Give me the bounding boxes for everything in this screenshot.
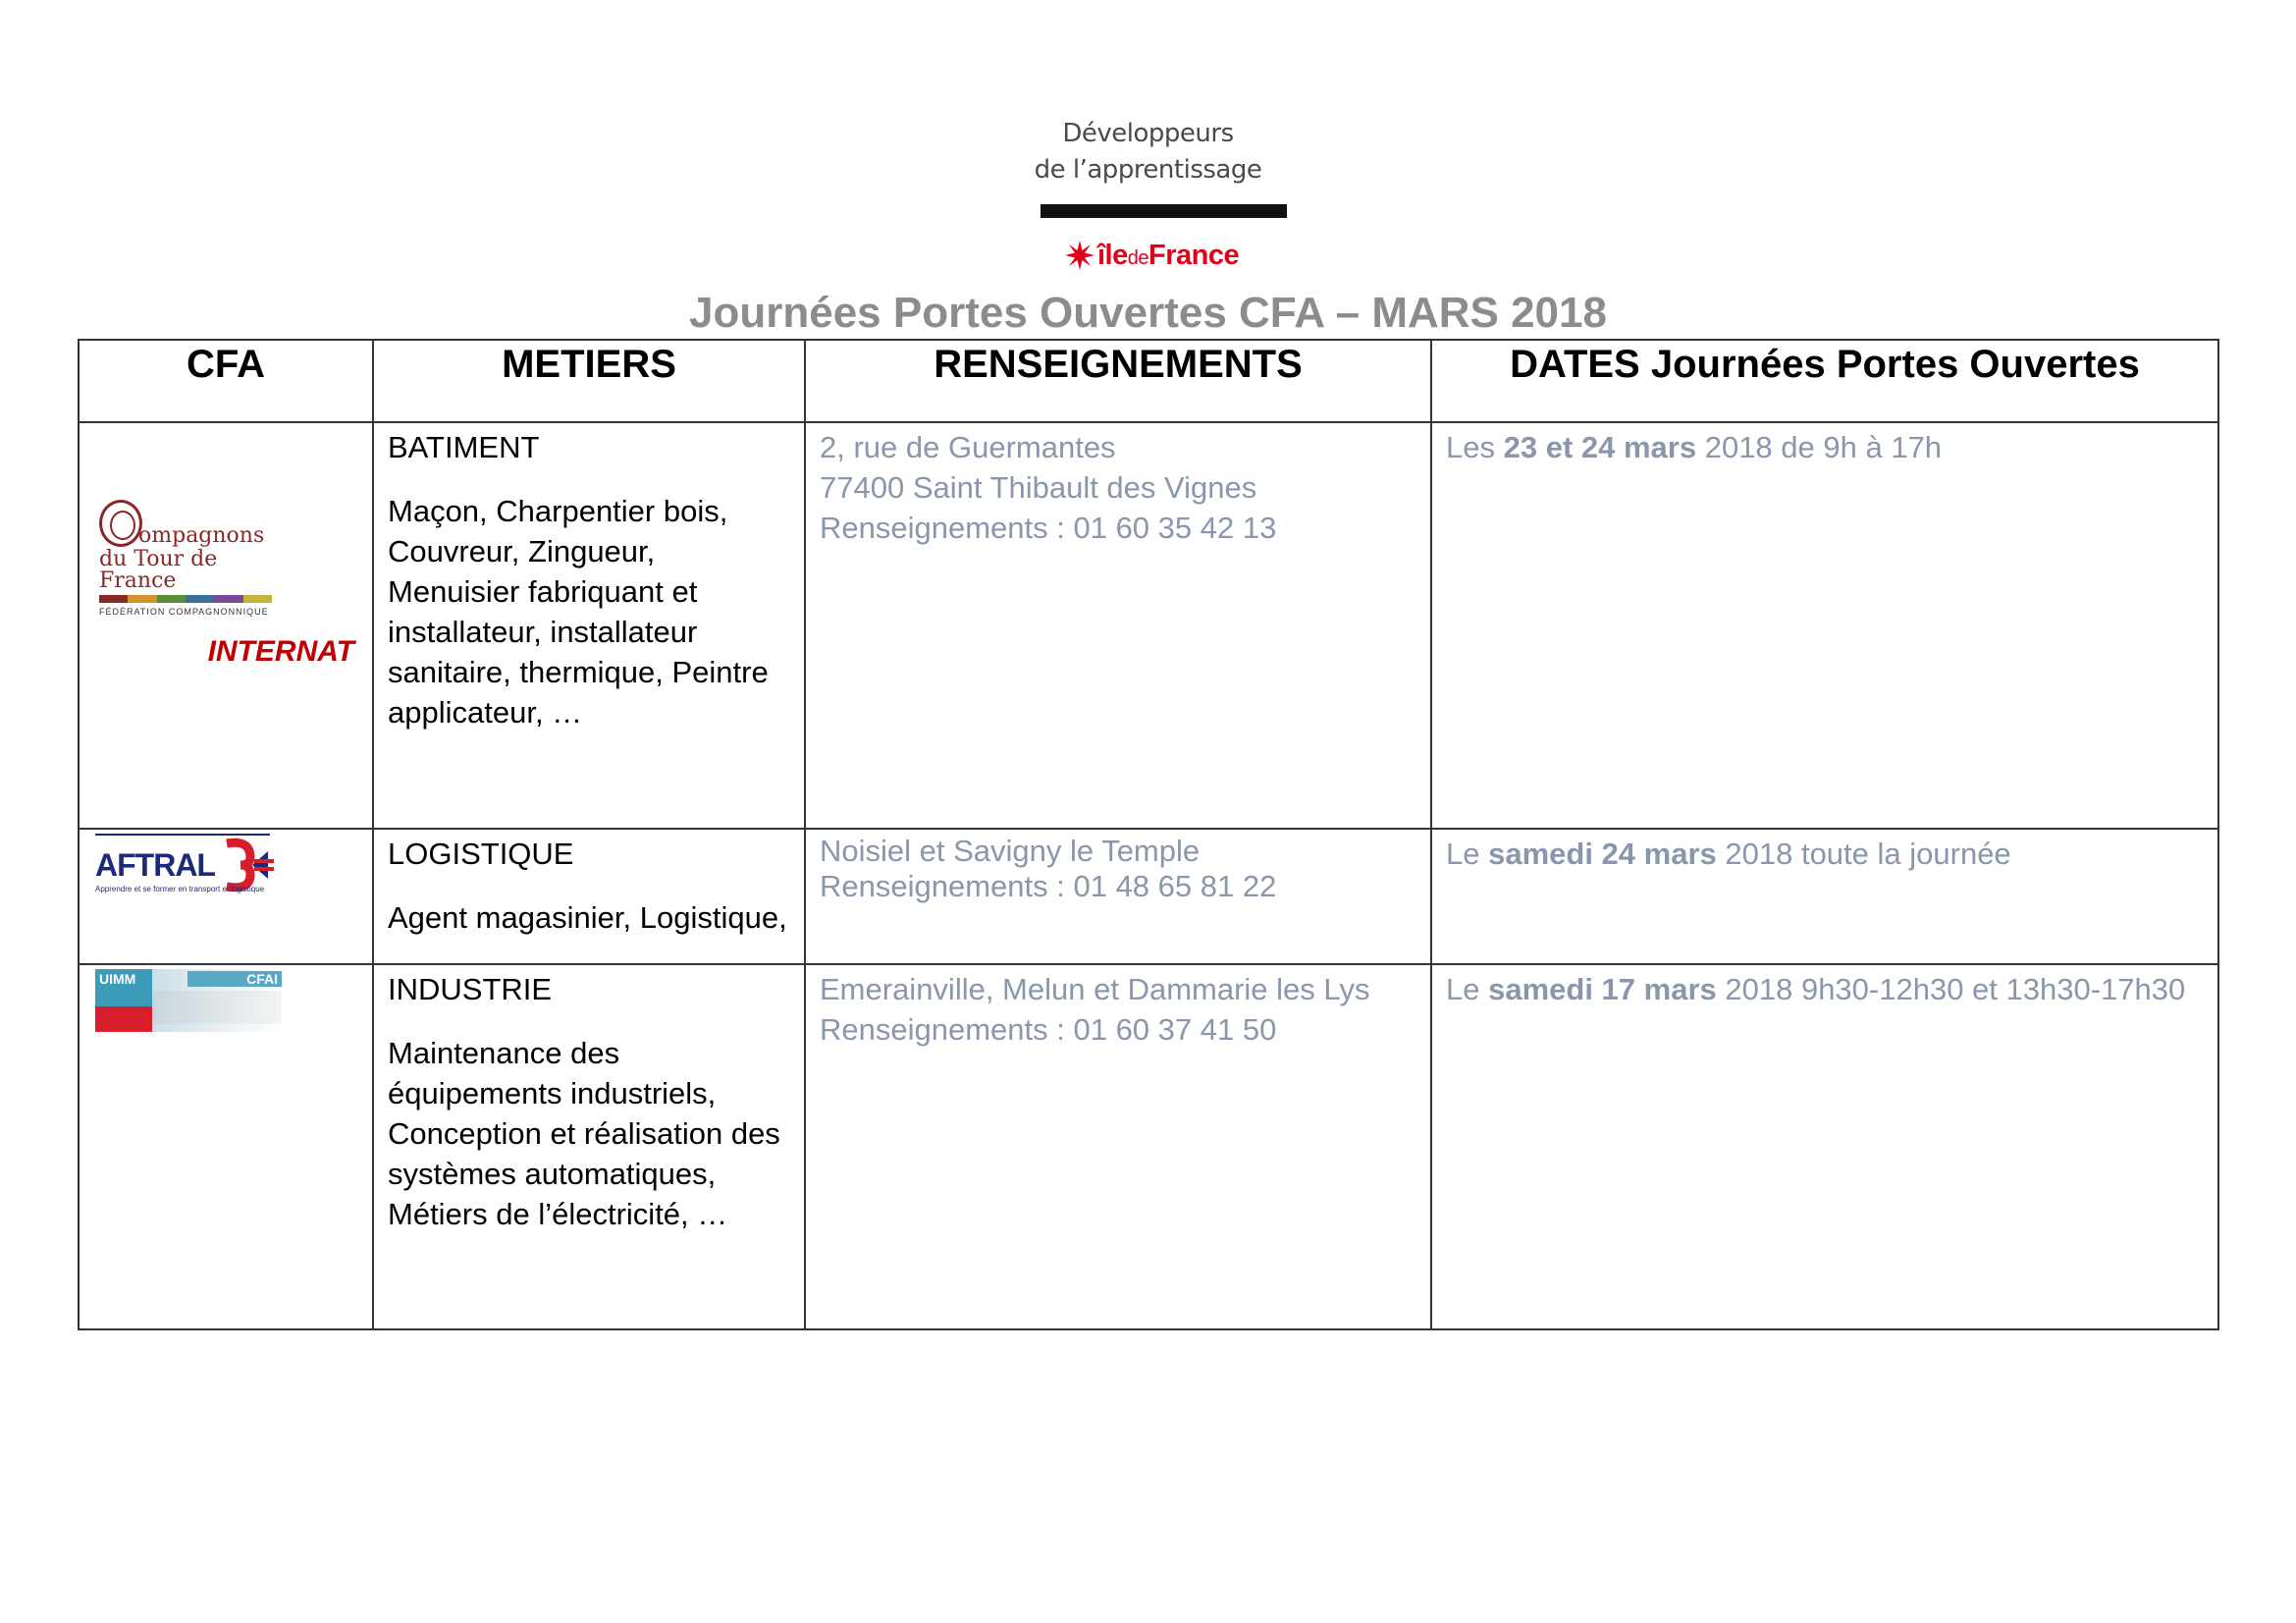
- table-row: [79, 964, 2218, 1329]
- compass-icon: [99, 500, 142, 547]
- info-line: Emerainville, Melun et Dammarie les Lys: [820, 972, 1370, 1006]
- date-suffix: 2018 toute la journée: [1716, 837, 2011, 871]
- info-line: Renseignements : 01 60 35 42 13: [820, 511, 1277, 545]
- metiers-cell: [373, 829, 805, 964]
- uimm-text: UIMM: [99, 971, 136, 987]
- date-prefix: Les: [1446, 430, 1504, 464]
- logo-de: de: [1127, 246, 1148, 269]
- ile-de-france-wordmark: [1097, 240, 1239, 272]
- info-line: Renseignements : 01 60 37 41 50: [820, 1012, 1277, 1047]
- logo-text-1: ompagnons: [138, 523, 265, 548]
- cfai-text: CFAI: [246, 971, 278, 987]
- aftral-tagline: Apprendre et se former en transport et logistique: [95, 885, 265, 893]
- date-highlight: samedi 17 mars: [1488, 972, 1717, 1006]
- cfa-cell: [79, 422, 373, 829]
- table-header-row: [79, 340, 2218, 422]
- date-suffix: 2018 de 9h à 17h: [1696, 430, 1943, 464]
- date-highlight: samedi 24 mars: [1488, 837, 1717, 871]
- header-dates: DATES Journées Portes Ouvertes: [1431, 340, 2218, 422]
- header-metiers: METIERS: [373, 340, 805, 422]
- date-suffix: 2018 9h30-12h30 et 13h30-17h30: [1716, 972, 2186, 1006]
- aftral-logo: [95, 834, 280, 896]
- info-line: Renseignements : 01 48 65 81 22: [820, 869, 1277, 903]
- logo-france: France: [1148, 239, 1240, 271]
- document-title: Journées Portes Ouvertes CFA – MARS 2018: [689, 289, 1607, 337]
- sector-title: INDUSTRIE: [388, 972, 553, 1006]
- brand-text: [0, 116, 2296, 189]
- cfa-cell: [79, 964, 373, 1329]
- date-prefix: Le: [1446, 972, 1489, 1006]
- dates-cell: [1431, 829, 2218, 964]
- table-row: [79, 829, 2218, 964]
- date-highlight: 23 et 24 mars: [1503, 430, 1697, 464]
- metiers-list: Agent magasinier, Logistique,: [388, 900, 787, 935]
- sector-title: BATIMENT: [388, 430, 540, 464]
- header-cfa: CFA: [79, 340, 373, 422]
- dates-cell: [1431, 964, 2218, 1329]
- info-cell: [805, 964, 1431, 1329]
- open-days-table: [78, 339, 2219, 1330]
- logo-subtitle: FÉDÉRATION COMPAGNONNIQUE: [99, 607, 269, 617]
- brand-line-2: de l’apprentissage: [1034, 155, 1262, 185]
- ile-de-france-logo: [1064, 236, 1239, 275]
- sector-title: LOGISTIQUE: [388, 837, 574, 871]
- star-icon: [1064, 240, 1095, 271]
- internat-label: INTERNAT: [207, 635, 354, 668]
- info-line: 2, rue de Guermantes: [820, 430, 1116, 464]
- metiers-list: Maçon, Charpentier bois, Couvreur, Zingueur, Menuisier fabriquant et installateur, installateur sanitaire, thermique, Peintre applicateur, …: [388, 494, 769, 730]
- logo-ile: île: [1097, 239, 1128, 271]
- info-line: Noisiel et Savigny le Temple: [820, 834, 1201, 868]
- metiers-list: Maintenance des équipements industriels, Conception et réalisation des systèmes automatiques, Métiers de l’électricité, …: [388, 1036, 780, 1231]
- metiers-cell: [373, 964, 805, 1329]
- color-band: [99, 595, 272, 603]
- brand-line-1: Développeurs: [1062, 119, 1234, 148]
- info-line: 77400 Saint Thibault des Vignes: [820, 470, 1257, 505]
- metiers-cell: [373, 422, 805, 829]
- dates-cell: [1431, 422, 2218, 829]
- logo-text-2: du Tour de France: [99, 547, 218, 593]
- brand-divider: [1041, 204, 1287, 218]
- info-cell: [805, 829, 1431, 964]
- uimm-cfai-logo: [95, 969, 282, 1032]
- info-cell: [805, 422, 1431, 829]
- table-row: [79, 422, 2218, 829]
- compagnons-logo: [99, 500, 276, 617]
- aftral-wordmark: AFTRAL: [95, 847, 215, 883]
- cfa-cell: [79, 829, 373, 964]
- date-prefix: Le: [1446, 837, 1489, 871]
- header-renseignements: RENSEIGNEMENTS: [805, 340, 1431, 422]
